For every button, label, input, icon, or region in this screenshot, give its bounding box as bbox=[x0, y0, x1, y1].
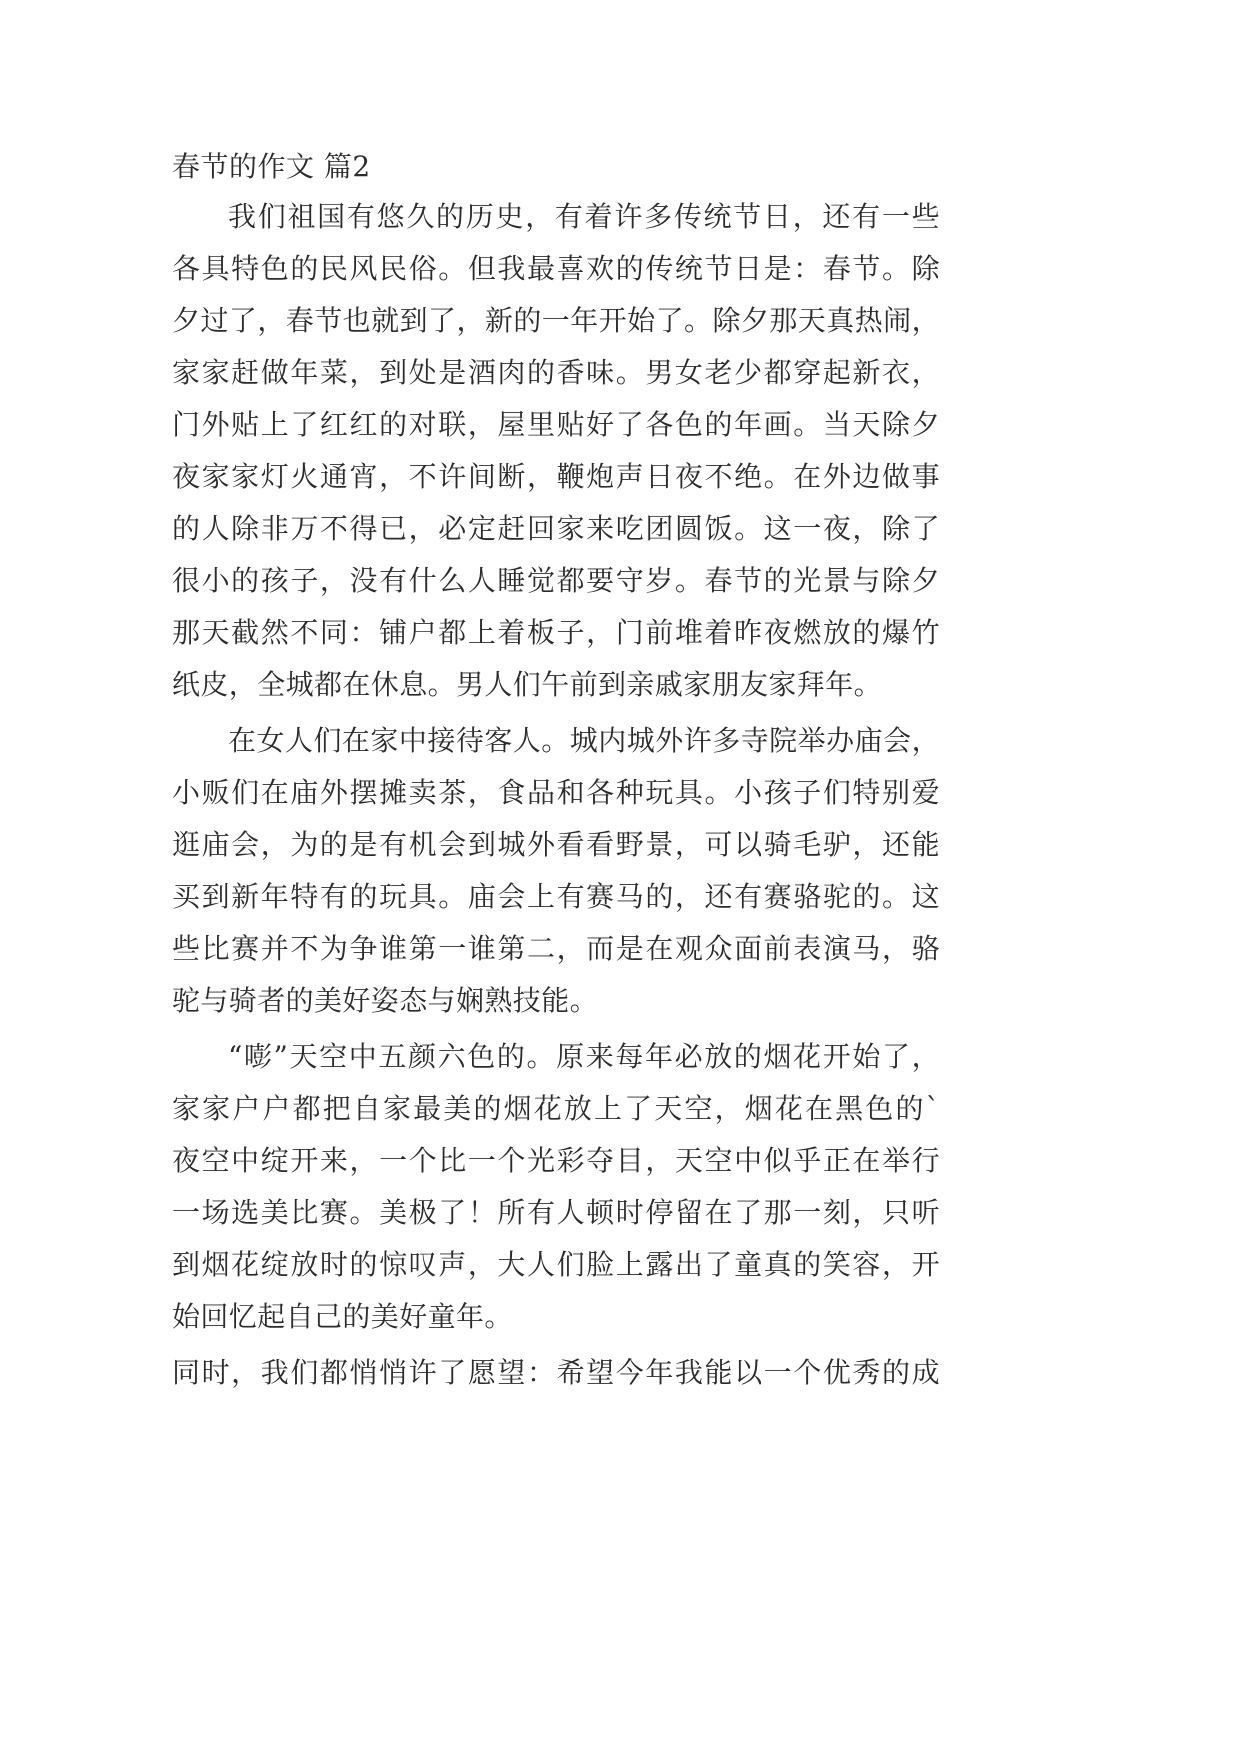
paragraph-line: 纸皮，全城都在休息。男人们午前到亲戚家朋友家拜年。 bbox=[172, 668, 883, 701]
paragraph-line: 夜家家灯火通宵，不许间断，鞭炮声日夜不绝。在外边做事 bbox=[172, 460, 940, 493]
paragraph-line: 些比赛并不为争谁第一谁第二，而是在观众面前表演马，骆 bbox=[172, 932, 940, 965]
paragraph-line: 始回忆起自己的美好童年。 bbox=[172, 1300, 513, 1333]
paragraph-line: 到烟花绽放时的惊叹声，大人们脸上露出了童真的笑容，开 bbox=[172, 1248, 940, 1281]
paragraph bbox=[172, 715, 940, 1027]
paragraph-line: 一场选美比赛。美极了！所有人顿时停留在了那一刻，只听 bbox=[172, 1196, 940, 1229]
paragraph-line: 家家赶做年菜，到处是酒肉的香味。男女老少都穿起新衣， bbox=[172, 356, 940, 389]
paragraph-line: 我们祖国有悠久的历史，有着许多传统节日，还有一些 bbox=[228, 200, 940, 233]
paragraph-line: 各具特色的民风民俗。但我最喜欢的传统节日是：春节。除 bbox=[172, 252, 940, 285]
paragraph-line: 逛庙会，为的是有机会到城外看看野景，可以骑毛驴，还能 bbox=[172, 828, 940, 861]
paragraph-line: 家家户户都把自家最美的烟花放上了天空，烟花在黑色的` bbox=[172, 1092, 940, 1125]
paragraph bbox=[172, 1031, 940, 1343]
paragraph bbox=[172, 1347, 940, 1399]
paragraph-line: 的人除非万不得已，必定赶回家来吃团圆饭。这一夜，除了 bbox=[172, 512, 940, 545]
paragraph-line: 很小的孩子，没有什么人睡觉都要守岁。春节的光景与除夕 bbox=[172, 564, 940, 597]
paragraph-line: 驼与骑者的美好姿态与娴熟技能。 bbox=[172, 984, 599, 1017]
paragraph-line: 买到新年特有的玩具。庙会上有赛马的，还有赛骆驼的。这 bbox=[172, 880, 940, 913]
paragraph-line: 门外贴上了红红的对联，屋里贴好了各色的年画。当天除夕 bbox=[172, 408, 940, 441]
paragraph bbox=[172, 191, 940, 711]
document-title: 春节的作文 篇2 bbox=[172, 150, 371, 183]
paragraph-line: 夕过了，春节也就到了，新的一年开始了。除夕那天真热闹， bbox=[172, 304, 940, 337]
paragraph-line: “嘭”天空中五颜六色的。原来每年必放的烟花开始了， bbox=[228, 1040, 940, 1073]
paragraph-line: 那天截然不同：铺户都上着板子，门前堆着昨夜燃放的爆竹 bbox=[172, 616, 940, 649]
paragraph-line: 夜空中绽开来，一个比一个光彩夺目，天空中似乎正在举行 bbox=[172, 1144, 940, 1177]
document-body bbox=[172, 141, 940, 1399]
paragraph-line: 小贩们在庙外摆摊卖茶，食品和各种玩具。小孩子们特别爱 bbox=[172, 776, 940, 809]
paragraph-line: 同时，我们都悄悄许了愿望：希望今年我能以一个优秀的成 bbox=[172, 1356, 940, 1389]
paragraph-line: 在女人们在家中接待客人。城内城外许多寺院举办庙会， bbox=[228, 724, 940, 757]
